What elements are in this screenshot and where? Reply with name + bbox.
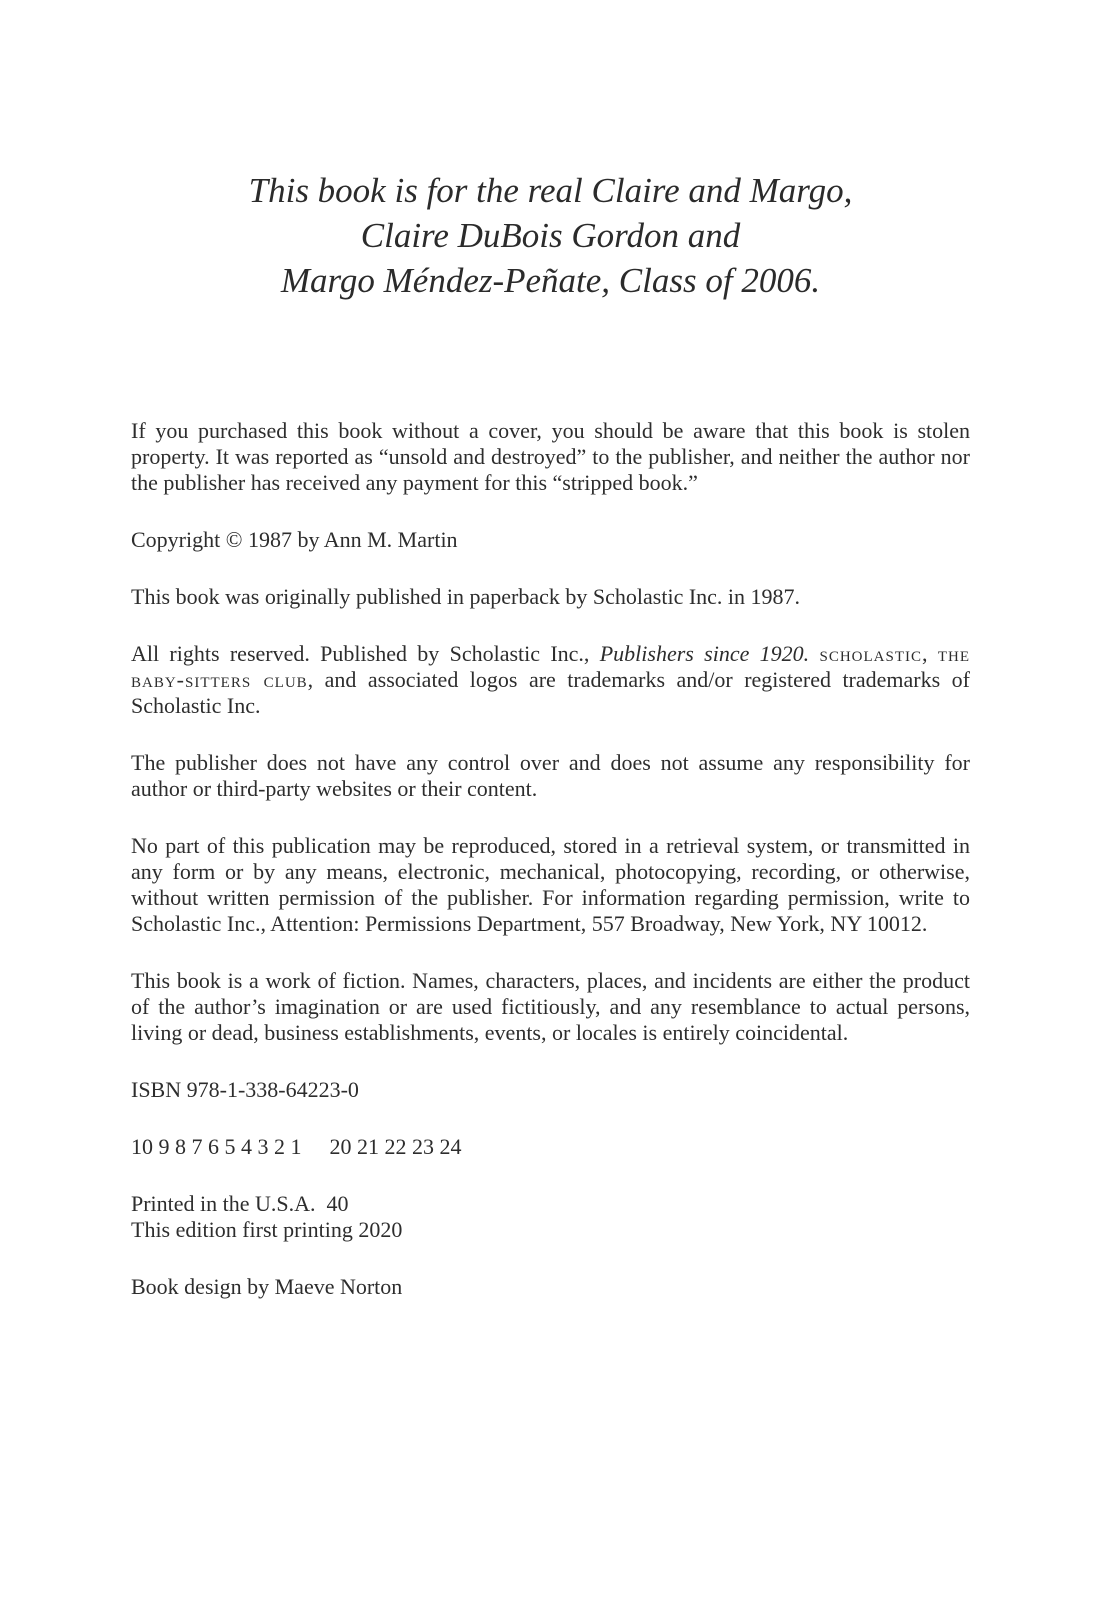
book-design-line: Book design by Maeve Norton bbox=[131, 1274, 403, 1299]
original-publication-line: This book was originally published in paperback by Scholastic Inc. in 1987. bbox=[131, 584, 801, 609]
copyright-page-text bbox=[131, 418, 970, 1331]
rights-lead: All rights reserved. Published by Scholastic Inc., bbox=[131, 641, 600, 666]
printing-numbers: 10 9 8 7 6 5 4 3 2 1 bbox=[131, 1134, 302, 1159]
copyright-line: Copyright © 1987 by Ann M. Martin bbox=[131, 527, 458, 552]
trademark-separator: , bbox=[922, 641, 938, 666]
printed-in-line: Printed in the U.S.A. 40 bbox=[131, 1191, 349, 1216]
trademark-scholastic: scholastic bbox=[819, 641, 923, 666]
website-disclaimer: The publisher does not have any control over and does not assume any responsibility for author or third-party websites or their content. bbox=[131, 750, 970, 801]
dedication-line-1: This book is for the real Claire and Margo, bbox=[248, 171, 853, 210]
printing-line bbox=[131, 1134, 970, 1160]
rights-tail: , and associated logos are trademarks and/or registered trademarks of Scholastic Inc. bbox=[131, 667, 970, 718]
dedication-line-3: Margo Méndez-Peñate, Class of 2006. bbox=[280, 261, 821, 300]
dedication bbox=[0, 168, 1101, 303]
reproduction-notice: No part of this publication may be reproduced, stored in a retrieval system, or transmitted in any form or by any means, electronic, mechanical, photocopying, recording, or otherwise, without written permission of the publisher. For information regarding permission, write to Scholastic Inc., Attention: Permissions Department, 557 Broadway, New York, NY 10012. bbox=[131, 833, 970, 936]
rights-notice bbox=[131, 641, 970, 719]
stripped-book-notice: If you purchased this book without a cover, you should be aware that this book is stolen property. It was reported as “unsold and destroyed” to the publisher, and neither the author nor the publisher has received any payment for this “stripped book.” bbox=[131, 418, 970, 495]
dedication-line-2: Claire DuBois Gordon and bbox=[360, 216, 741, 255]
edition-line: This edition first printing 2020 bbox=[131, 1217, 403, 1242]
trademark-baby-sitters-club: the baby-sitters club bbox=[131, 641, 970, 692]
fiction-notice: This book is a work of fiction. Names, characters, places, and incidents are either the product of the author’s imagination or are used fictitiously, and any resemblance to actual persons, living or dead, business establishments, events, or locales is entirely coincidental. bbox=[131, 968, 970, 1045]
printing-years: 20 21 22 23 24 bbox=[329, 1134, 462, 1159]
publishers-since: Publishers since 1920. bbox=[599, 641, 810, 666]
isbn-line: ISBN 978-1-338-64223-0 bbox=[131, 1077, 359, 1102]
printing-info bbox=[131, 1191, 970, 1243]
